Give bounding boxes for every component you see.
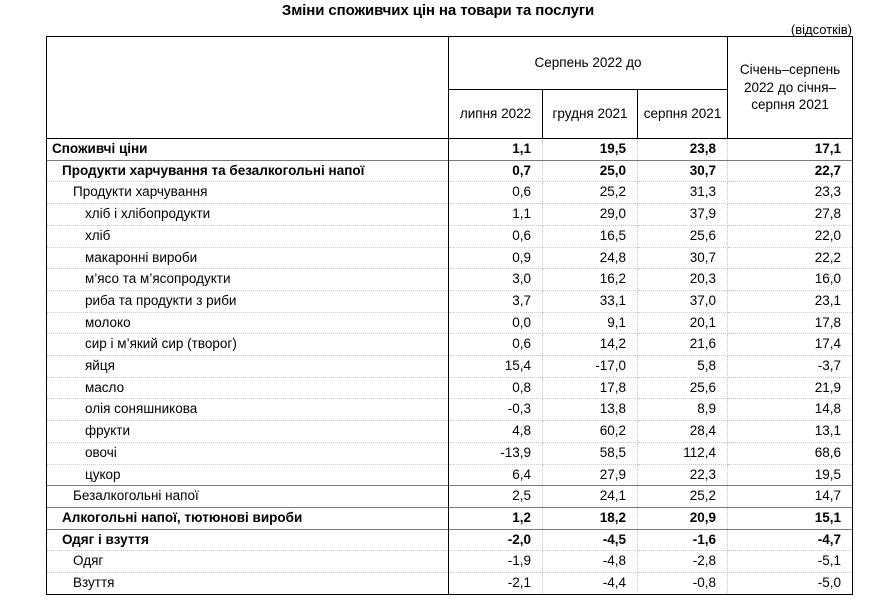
value-jan-aug-2022: 16,0 [728,269,853,291]
value-jan-aug-2022: -5,0 [728,573,853,595]
value-vs-august-2021: 22,3 [638,464,728,486]
table-row [47,160,853,182]
row-label: Безалкогольні напої [47,486,449,508]
value-jan-aug-2022: 23,1 [728,290,853,312]
row-label: молоко [47,312,449,334]
value-vs-december-2021: 33,1 [543,290,638,312]
value-vs-august-2021: 20,9 [638,507,728,529]
value-jan-aug-2022: -4,7 [728,529,853,551]
value-vs-july-2022: 0,6 [449,182,543,204]
value-jan-aug-2022: 23,3 [728,182,853,204]
value-vs-december-2021: 60,2 [543,421,638,443]
value-jan-aug-2022: 22,2 [728,247,853,269]
units-caption: (відсоткiв) [790,22,852,37]
cpi-table-container [46,36,852,595]
value-vs-august-2021: 30,7 [638,247,728,269]
value-jan-aug-2022: -5,1 [728,551,853,573]
row-label: Взуття [47,573,449,595]
value-vs-july-2022: 1,1 [449,204,543,226]
header-jan-aug-2022: Січень–серпень 2022 до січня–серпня 2021 [728,37,853,139]
header-sub-july-2022: липня 2022 [449,90,543,139]
row-label: м’ясо та м’ясопродукти [47,269,449,291]
row-label: хліб [47,225,449,247]
value-vs-august-2021: 21,6 [638,334,728,356]
value-vs-july-2022: 0,0 [449,312,543,334]
value-vs-december-2021: 58,5 [543,442,638,464]
value-vs-august-2021: 30,7 [638,160,728,182]
value-jan-aug-2022: -3,7 [728,356,853,378]
value-vs-august-2021: 25,2 [638,486,728,508]
row-label: Продукти харчування та безалкогольні напої [47,160,449,182]
row-label: хліб і хлібопродукти [47,204,449,226]
table-row [47,507,853,529]
row-label: риба та продукти з риби [47,290,449,312]
table-row [47,377,853,399]
value-jan-aug-2022: 17,4 [728,334,853,356]
value-vs-december-2021: 25,2 [543,182,638,204]
value-vs-december-2021: 19,5 [543,139,638,161]
value-vs-july-2022: -1,9 [449,551,543,573]
value-vs-july-2022: -2,0 [449,529,543,551]
value-vs-december-2021: 24,1 [543,486,638,508]
value-jan-aug-2022: 19,5 [728,464,853,486]
row-label: Алкогольні напої, тютюнові вироби [47,507,449,529]
table-header [47,37,853,139]
value-vs-august-2021: -2,8 [638,551,728,573]
value-vs-december-2021: 9,1 [543,312,638,334]
header-group-august-2022: Серпень 2022 до [449,37,728,90]
value-jan-aug-2022: 15,1 [728,507,853,529]
value-vs-december-2021: 14,2 [543,334,638,356]
table-row [47,399,853,421]
table-row [47,356,853,378]
value-vs-july-2022: 0,7 [449,160,543,182]
value-vs-december-2021: -4,4 [543,573,638,595]
row-label: овочі [47,442,449,464]
value-vs-july-2022: 4,8 [449,421,543,443]
value-jan-aug-2022: 14,8 [728,399,853,421]
value-vs-july-2022: 2,5 [449,486,543,508]
value-vs-july-2022: -13,9 [449,442,543,464]
table-row [47,486,853,508]
row-label: цукор [47,464,449,486]
table-row [47,269,853,291]
value-vs-july-2022: 3,0 [449,269,543,291]
consumer-price-index-table [46,36,853,595]
value-vs-august-2021: 20,1 [638,312,728,334]
row-label: фрукти [47,421,449,443]
value-vs-december-2021: 29,0 [543,204,638,226]
value-vs-july-2022: 15,4 [449,356,543,378]
value-vs-december-2021: 24,8 [543,247,638,269]
value-vs-august-2021: -1,6 [638,529,728,551]
header-sub-december-2021: грудня 2021 [543,90,638,139]
value-vs-december-2021: 25,0 [543,160,638,182]
value-vs-july-2022: 6,4 [449,464,543,486]
row-label: Продукти харчування [47,182,449,204]
value-jan-aug-2022: 21,9 [728,377,853,399]
table-row [47,551,853,573]
value-vs-august-2021: 25,6 [638,225,728,247]
value-vs-july-2022: -2,1 [449,573,543,595]
table-row [47,334,853,356]
value-vs-august-2021: 37,0 [638,290,728,312]
value-vs-december-2021: -4,8 [543,551,638,573]
value-vs-august-2021: 112,4 [638,442,728,464]
value-jan-aug-2022: 17,1 [728,139,853,161]
page-title: Зміни споживчих цін на товари та послуги [281,2,595,19]
value-vs-july-2022: 0,9 [449,247,543,269]
value-jan-aug-2022: 13,1 [728,421,853,443]
row-label: Споживчі ціни [47,139,449,161]
header-row-group [47,37,853,90]
row-label: Одяг і взуття [47,529,449,551]
value-vs-july-2022: -0,3 [449,399,543,421]
value-vs-december-2021: -17,0 [543,356,638,378]
value-vs-august-2021: 5,8 [638,356,728,378]
table-row [47,182,853,204]
value-vs-december-2021: 18,2 [543,507,638,529]
table-row [47,421,853,443]
value-vs-august-2021: 28,4 [638,421,728,443]
table-body [47,139,853,595]
value-jan-aug-2022: 22,7 [728,160,853,182]
value-vs-december-2021: 17,8 [543,377,638,399]
value-vs-august-2021: 25,6 [638,377,728,399]
value-vs-july-2022: 0,6 [449,334,543,356]
value-vs-august-2021: 8,9 [638,399,728,421]
table-row [47,139,853,161]
value-vs-july-2022: 1,2 [449,507,543,529]
value-vs-december-2021: 13,8 [543,399,638,421]
value-vs-july-2022: 0,8 [449,377,543,399]
header-label-column [47,37,449,139]
value-vs-august-2021: -0,8 [638,573,728,595]
value-jan-aug-2022: 27,8 [728,204,853,226]
table-row [47,247,853,269]
value-vs-august-2021: 37,9 [638,204,728,226]
table-row [47,464,853,486]
value-jan-aug-2022: 68,6 [728,442,853,464]
header-sub-august-2021: серпня 2021 [638,90,728,139]
value-vs-august-2021: 20,3 [638,269,728,291]
table-row [47,290,853,312]
value-vs-july-2022: 0,6 [449,225,543,247]
row-label: макаронні вироби [47,247,449,269]
value-jan-aug-2022: 14,7 [728,486,853,508]
value-vs-august-2021: 23,8 [638,139,728,161]
value-vs-december-2021: 16,5 [543,225,638,247]
value-jan-aug-2022: 22,0 [728,225,853,247]
table-row [47,573,853,595]
row-label: сир і м’який сир (творог) [47,334,449,356]
table-row [47,442,853,464]
value-vs-december-2021: 16,2 [543,269,638,291]
value-vs-august-2021: 31,3 [638,182,728,204]
table-row [47,225,853,247]
row-label: яйця [47,356,449,378]
table-row [47,529,853,551]
value-jan-aug-2022: 17,8 [728,312,853,334]
value-vs-july-2022: 1,1 [449,139,543,161]
value-vs-december-2021: -4,5 [543,529,638,551]
row-label: масло [47,377,449,399]
row-label: Одяг [47,551,449,573]
value-vs-july-2022: 3,7 [449,290,543,312]
value-vs-december-2021: 27,9 [543,464,638,486]
row-label: олія соняшникова [47,399,449,421]
table-row [47,204,853,226]
table-row [47,312,853,334]
